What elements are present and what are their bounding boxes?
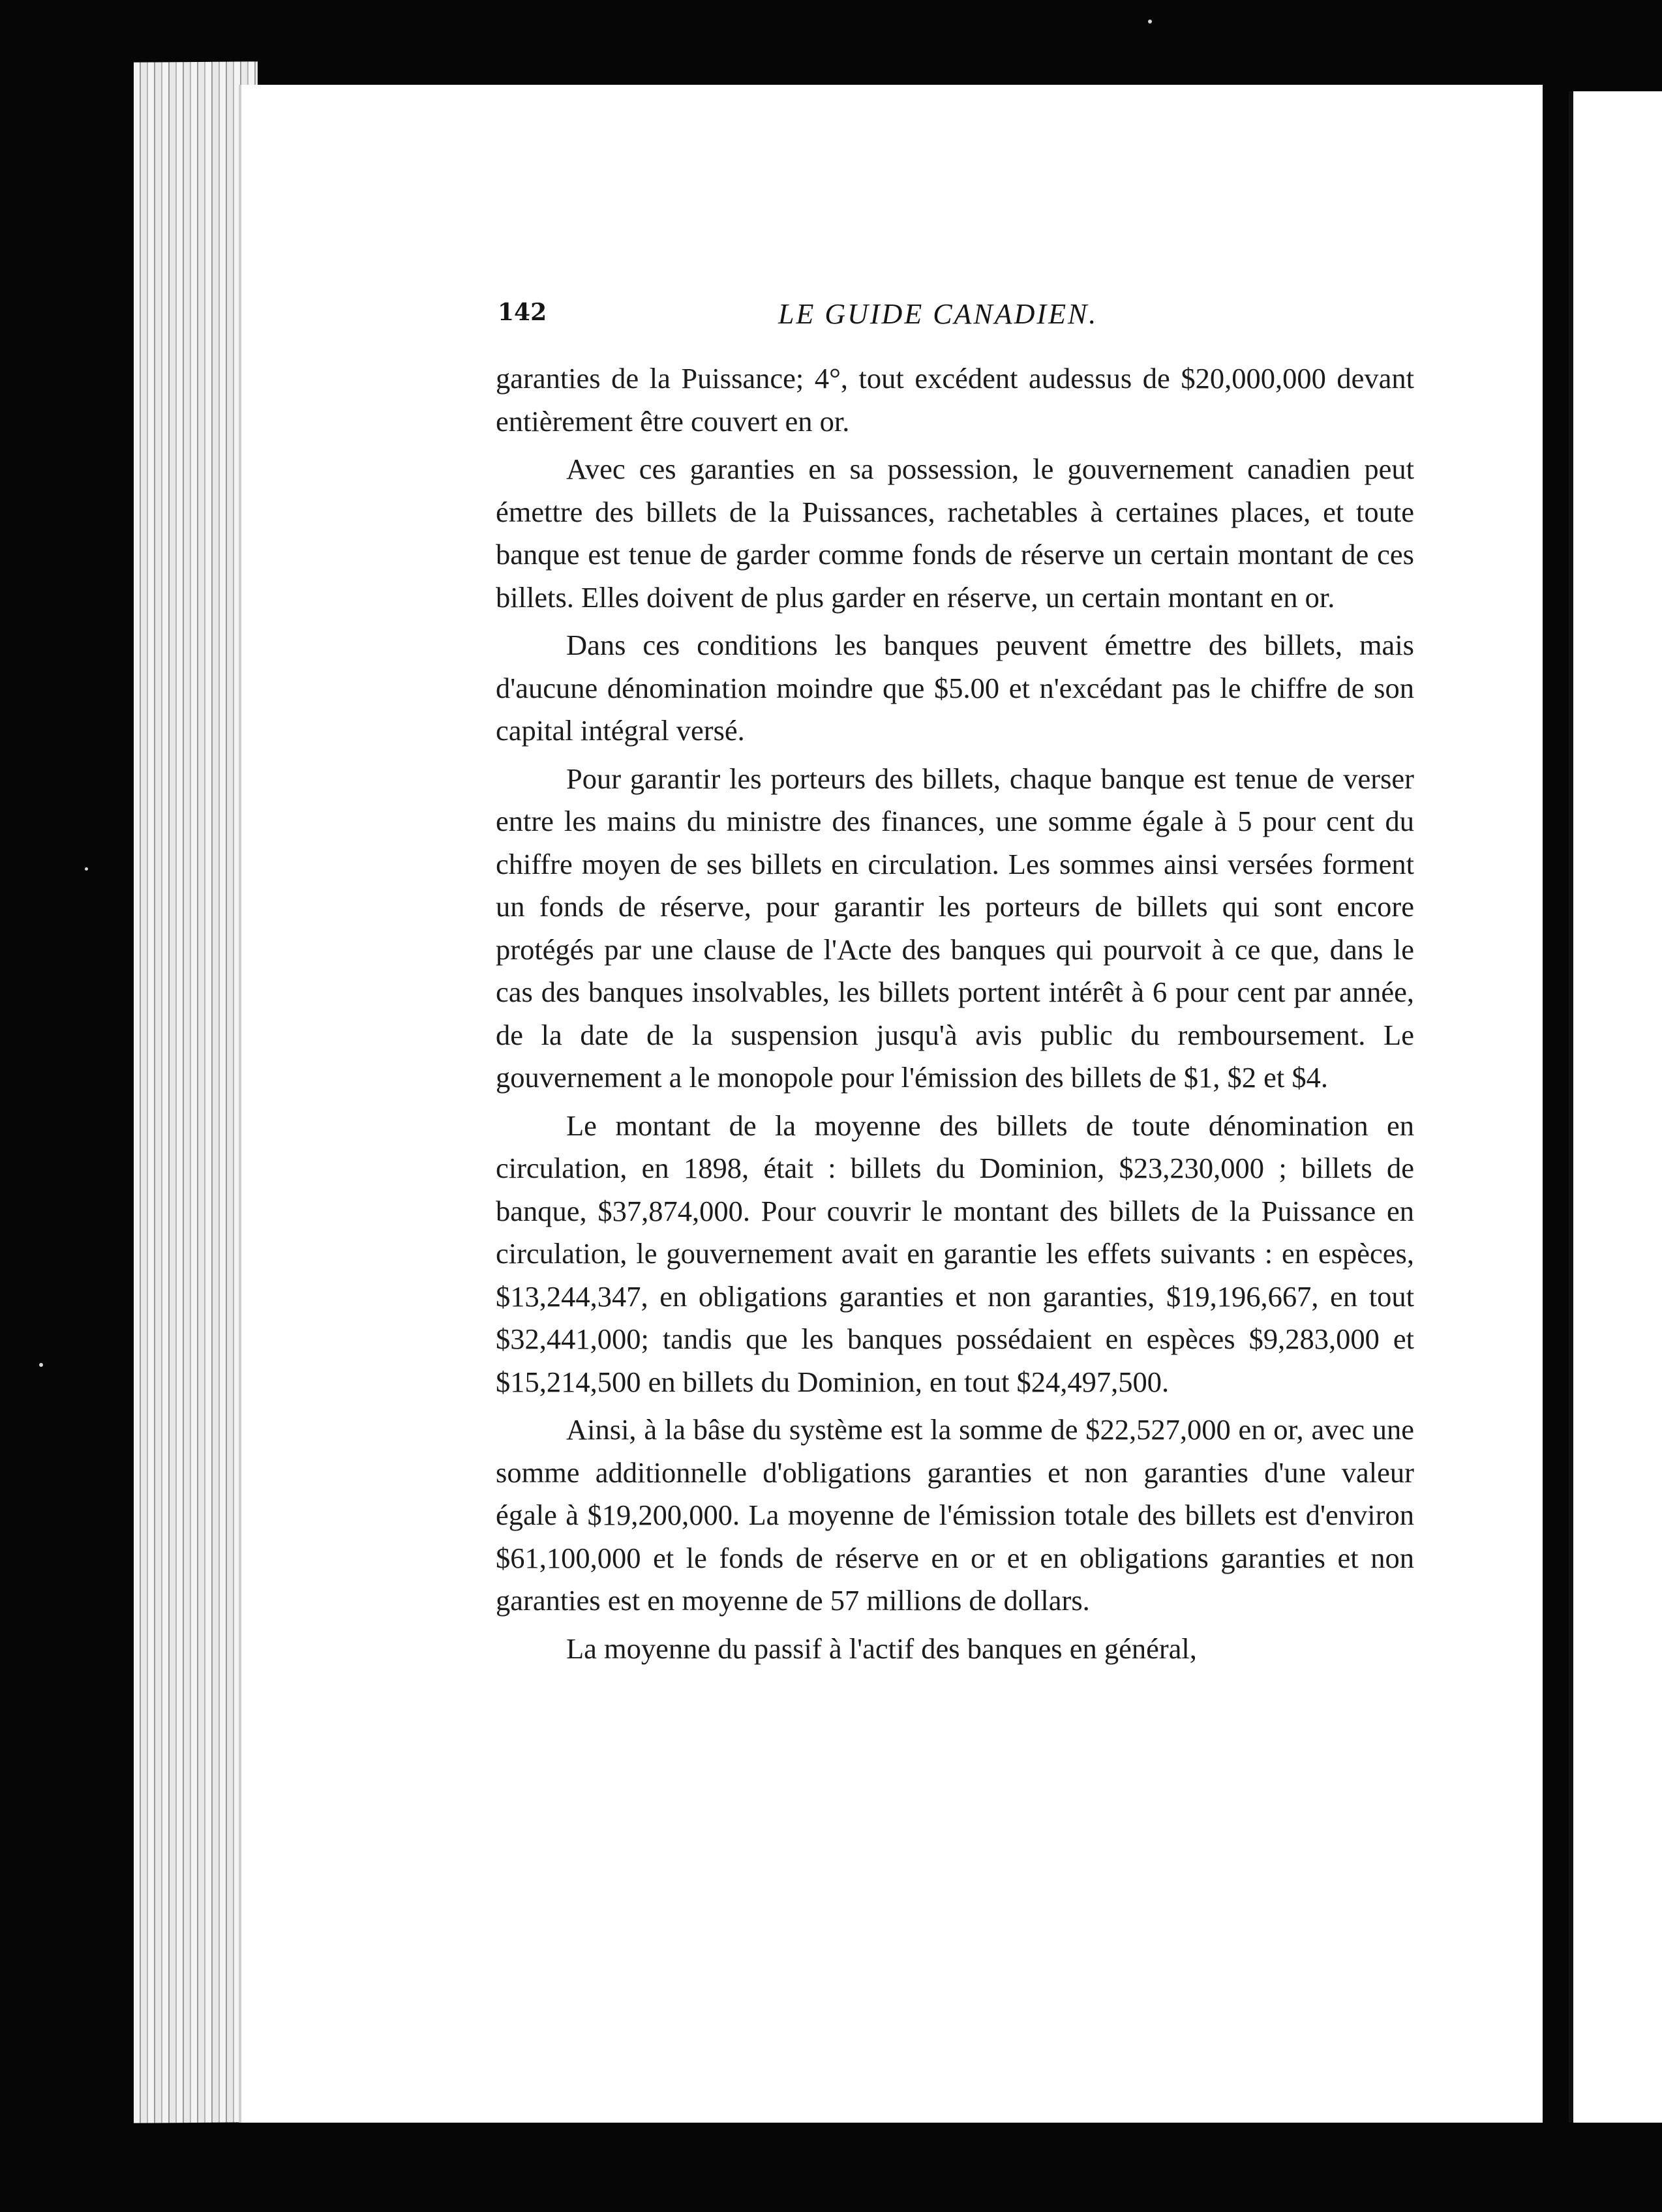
paragraph: Ainsi, à la bâse du système est la somme de $22,527,000 en or, avec une somme additionnelle d'obligations garanties et non garanties d'une valeur égale à $19,200,000. La moyenne de l'émission totale des billets est d'environ $61,100,000 et le fonds de réserve en or et en obligations garanties et non garanties est en moyenne de 57 millions de dollars.	[496, 1413, 1414, 1617]
book-page-edges	[134, 61, 258, 2123]
paragraph-continuation: garanties de la Puissance; 4°, tout excédent audessus de $20,000,000 devant entièrement être couvert en or.	[496, 362, 1414, 438]
scan-speck	[39, 1363, 43, 1367]
scan-speck	[1148, 20, 1152, 23]
scan-speck	[85, 867, 88, 871]
running-head	[498, 299, 1424, 338]
page-number: 142	[498, 299, 547, 326]
paragraph-last-line: La moyenne du passif à l'actif des banques en général,	[566, 1632, 1197, 1665]
paragraph: Dans ces conditions les banques peuvent émettre des billets, mais d'aucune dénomination moindre que $5.00 et n'excédant pas le chiffre de son capital intégral versé.	[496, 629, 1414, 747]
paragraph: Le montant de la moyenne des billets de toute dénomination en circulation, en 1898, était : billets du Dominion, $23,230,000 ; billets de banque, $37,874,000. Pour couvrir le montant des billets de la Puissance en circulation, le gouvernement avait en garantie les effets suivants : en espèces, $13,244,347, en obligations garanties et non garanties, $19,196,667, en tout $32,441,000; tandis que les banques possédaient en espèces $9,283,000 et $15,214,500 en billets du Dominion, en tout $24,497,500.	[496, 1109, 1414, 1398]
paragraph: Pour garantir les porteurs des billets, chaque banque est tenue de verser entre les mains du ministre des finances, une somme égale à 5 pour cent du chiffre moyen de ses billets en circulation. Les sommes ainsi versées forment un fonds de réserve, pour garantir les porteurs de billets qui sont encore protégés par une clause de l'Acte des banques qui pourvoit à ce que, dans le cas des banques insolvables, les billets portent intérêt à 6 pour cent par année, de la date de la suspension jusqu'à avis public du remboursement. Le gouvernement a le monopole pour l'émission des billets de $1, $2 et $4.	[496, 762, 1414, 1094]
facing-page-edge	[1569, 91, 1662, 2123]
running-title: LE GUIDE CANADIEN.	[778, 298, 1098, 330]
paragraph: Avec ces garanties en sa possession, le gouvernement canadien peut émettre des billets de la Puissances, rachetables à certaines places, et toute banque est tenue de garder comme fonds de réserve un certain montant de ces billets. Elles doivent de plus garder en réserve, un certain montant en or.	[496, 453, 1414, 614]
body-text	[496, 357, 1414, 1675]
